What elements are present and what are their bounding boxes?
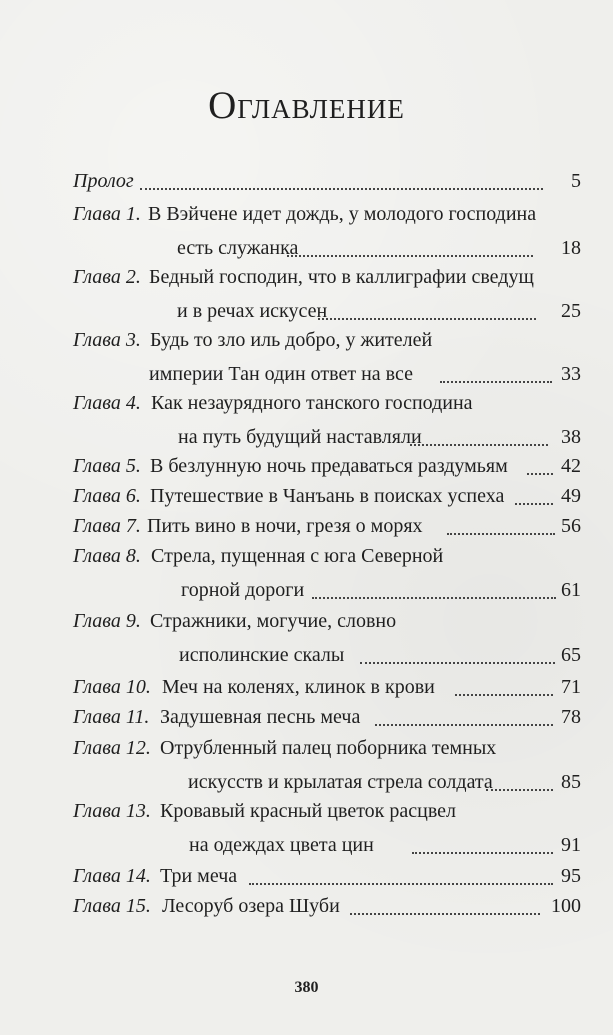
toc-entry-chapter-11 <box>0 700 613 734</box>
toc-title-line-2: и в речах искусен <box>177 300 328 322</box>
toc-label: Глава 7. <box>73 515 141 537</box>
toc-title-line-2: есть служанка <box>177 237 299 259</box>
toc-title-line-1: Как незаурядного танского господина <box>151 392 473 414</box>
toc-title-line-2: искусств и крылатая стрела солдата <box>188 771 493 793</box>
toc-label: Глава 10. <box>73 676 151 698</box>
toc-entry-chapter-15 <box>0 889 613 923</box>
toc-title-line-1: В безлунную ночь предаваться раздумьям <box>150 455 508 477</box>
toc-label: Глава 15. <box>73 895 151 917</box>
toc-label: Пролог <box>73 170 134 192</box>
toc-title-line-2: исполинские скалы <box>179 644 345 666</box>
toc-title-line-1: Задушевная песнь меча <box>160 706 361 728</box>
toc-entry-prologue <box>0 164 613 198</box>
toc-page-number: 91 <box>561 834 581 856</box>
toc-title-line-2: горной дороги <box>181 579 305 601</box>
toc-leader <box>287 223 533 257</box>
toc-label: Глава 9. <box>73 610 141 632</box>
toc-title-line-1: Лесоруб озера Шуби <box>162 895 340 917</box>
toc-title-line-1: Стрела, пущенная с юга Северной <box>151 545 444 567</box>
toc-title-line-1: Кровавый красный цветок расцвел <box>160 800 457 822</box>
toc-leader <box>360 630 555 664</box>
toc-page-number: 65 <box>561 644 581 666</box>
toc-leader <box>140 156 543 190</box>
toc-leader <box>312 565 556 599</box>
toc-page-number: 100 <box>551 895 581 917</box>
toc-title-line-1: Бедный господин, что в каллиграфии сведущ <box>149 266 534 288</box>
toc-leader <box>350 881 540 915</box>
toc-page-number: 18 <box>561 237 581 259</box>
toc-label: Глава 5. <box>73 455 141 477</box>
toc-entry-chapter-7 <box>0 509 613 543</box>
toc-leader <box>412 820 553 854</box>
toc-label: Глава 4. <box>73 392 141 414</box>
toc-page-number: 61 <box>561 579 581 601</box>
toc-page-number: 38 <box>561 426 581 448</box>
toc-label: Глава 3. <box>73 329 141 351</box>
toc-page-number: 85 <box>561 771 581 793</box>
toc-leader <box>440 349 552 383</box>
toc-label: Глава 2. <box>73 266 141 288</box>
toc-title-line-1: В Вэйчене идет дождь, у молодого господина <box>148 203 537 225</box>
toc-label: Глава 1. <box>73 203 141 225</box>
toc-title-line-1: Стражники, могучие, словно <box>150 610 397 632</box>
toc-label: Глава 6. <box>73 485 141 507</box>
toc-title-line-1: Меч на коленях, клинок в крови <box>162 676 435 698</box>
toc-page-number: 25 <box>561 300 581 322</box>
toc-leader <box>318 286 536 320</box>
toc-page-number: 78 <box>561 706 581 728</box>
toc-leader <box>486 757 553 791</box>
toc-label: Глава 13. <box>73 800 151 822</box>
toc-title-line-1: Отрубленный палец поборника темных <box>160 737 497 759</box>
toc-label: Глава 8. <box>73 545 141 567</box>
toc-page-number: 49 <box>561 485 581 507</box>
toc-page-number: 42 <box>561 455 581 477</box>
toc-title-line-1: Три меча <box>160 865 238 887</box>
toc-page-number: 5 <box>571 170 581 192</box>
toc-label: Глава 11. <box>73 706 150 728</box>
toc-title-line-1: Пить вино в ночи, грезя о морях <box>147 515 423 537</box>
page-number: 380 <box>294 979 319 996</box>
toc-label: Глава 14. <box>73 865 151 887</box>
toc-title-line-2: империи Тан один ответ на все <box>149 363 413 385</box>
toc-leader <box>447 501 555 535</box>
toc-entry-chapter-8-line-2 <box>0 573 613 607</box>
toc-page-number: 95 <box>561 865 581 887</box>
toc-page-number: 33 <box>561 363 581 385</box>
toc-page-number: 56 <box>561 515 581 537</box>
toc-leader <box>375 692 553 726</box>
page-title: Оглавление <box>208 84 405 127</box>
toc-label: Глава 12. <box>73 737 151 759</box>
toc-title-line-1: Путешествие в Чанъань в поисках успеха <box>150 485 505 507</box>
toc-leader <box>515 471 553 505</box>
toc-leader <box>455 662 553 696</box>
toc-title-line-2: на одеждах цвета цин <box>189 834 374 856</box>
toc-title-line-1: Будь то зло иль добро, у жителей <box>150 329 433 351</box>
toc-title-line-2: на путь будущий наставляли <box>178 426 422 448</box>
toc-leader <box>527 441 553 475</box>
toc-leader <box>249 851 553 885</box>
toc-page-number: 71 <box>561 676 581 698</box>
